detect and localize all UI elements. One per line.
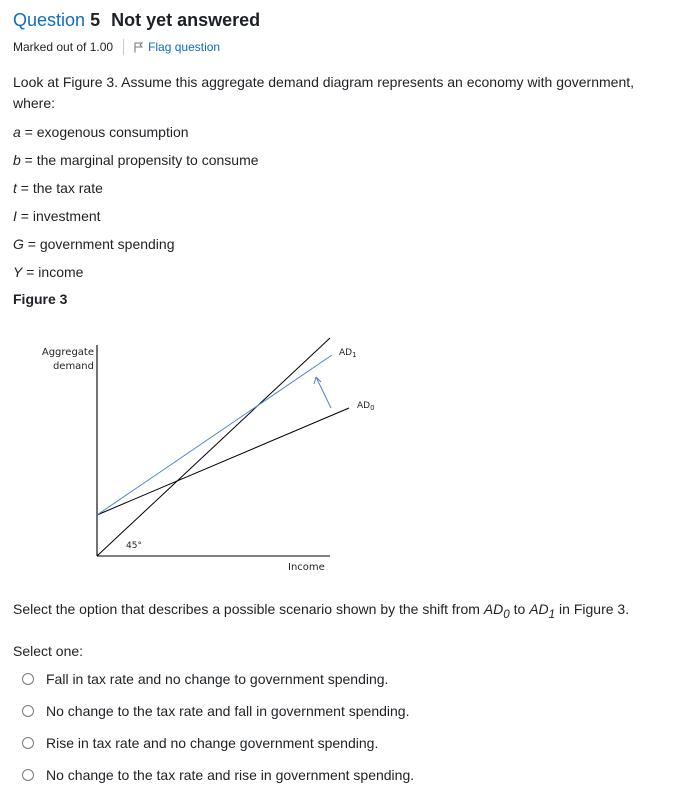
- radio-button[interactable]: [22, 673, 34, 685]
- ad1-label-text: AD: [339, 348, 353, 358]
- answer-option-a[interactable]: [22, 663, 414, 695]
- answer-option-label: Rise in tax rate and no change government spending.: [46, 735, 379, 751]
- select-one-label: Select one:: [13, 643, 84, 659]
- y-axis-label-line1: Aggregate: [41, 347, 94, 358]
- definition-text: = investment: [16, 208, 101, 224]
- prompt-text-mid: to: [509, 601, 530, 617]
- definition-symbol: a: [13, 124, 21, 140]
- marked-out-of: Marked out of 1.00: [13, 40, 114, 54]
- figure-title: Figure 3: [13, 291, 68, 307]
- ad0-label-text: AD: [357, 401, 371, 411]
- answer-option-b[interactable]: [22, 695, 414, 727]
- x-axis-label: Income: [288, 562, 325, 573]
- definition-text: = government spending: [23, 236, 175, 252]
- question-prompt: [13, 601, 629, 621]
- definition-text: = income: [22, 264, 84, 280]
- prompt-ad0: [483, 601, 510, 621]
- definition-symbol: Y: [13, 264, 23, 280]
- prompt-ad1-sub: 1: [548, 607, 556, 621]
- definition-text: = exogenous consumption: [20, 124, 189, 140]
- definition-text: = the marginal propensity to consume: [20, 152, 259, 168]
- prompt-ad1: [529, 601, 556, 621]
- y-axis-label-line2: demand: [52, 361, 94, 372]
- ad1-line: [97, 355, 332, 515]
- answer-option-d[interactable]: [22, 759, 414, 791]
- answer-option-label: No change to the tax rate and rise in government spending.: [46, 767, 415, 783]
- shift-arrow: [316, 377, 331, 408]
- question-state: Not yet answered: [111, 10, 261, 30]
- radio-button[interactable]: [22, 705, 34, 717]
- answer-option-label: No change to the tax rate and fall in government spending.: [46, 703, 410, 719]
- ad0-label-sub: 0: [370, 404, 375, 412]
- ad0-label: [357, 401, 375, 412]
- ad1-label-sub: 1: [352, 351, 357, 359]
- prompt-text-before: Select the option that describes a possible scenario shown by the shift from: [13, 601, 484, 617]
- forty-five-degree-line: [97, 338, 330, 556]
- definition-symbol: I: [13, 208, 17, 224]
- radio-button[interactable]: [22, 737, 34, 749]
- prompt-ad1-text: AD: [529, 601, 549, 617]
- prompt-text-after: in Figure 3.: [555, 601, 630, 617]
- answer-option-c[interactable]: [22, 727, 414, 759]
- definition-symbol: b: [13, 152, 21, 168]
- answer-option-label: Fall in tax rate and no change to government spending.: [46, 671, 389, 687]
- ad0-line: [97, 408, 349, 515]
- definition-text: = the tax rate: [16, 180, 103, 196]
- radio-button[interactable]: [22, 769, 34, 781]
- flag-question-label: Flag question: [148, 40, 221, 54]
- answer-options: [22, 663, 414, 791]
- question-label: Question: [13, 10, 86, 30]
- definition-symbol: t: [13, 180, 17, 196]
- prompt-ad0-sub: 0: [503, 607, 510, 621]
- prompt-ad0-text: AD: [483, 601, 504, 617]
- definition-symbol: G: [13, 236, 24, 252]
- angle-label: 45°: [126, 541, 142, 551]
- ad1-label: [339, 348, 357, 359]
- question-intro: Look at Figure 3. Assume this aggregate demand diagram represents an economy with government, where:: [13, 74, 635, 111]
- question-number: 5: [90, 10, 101, 30]
